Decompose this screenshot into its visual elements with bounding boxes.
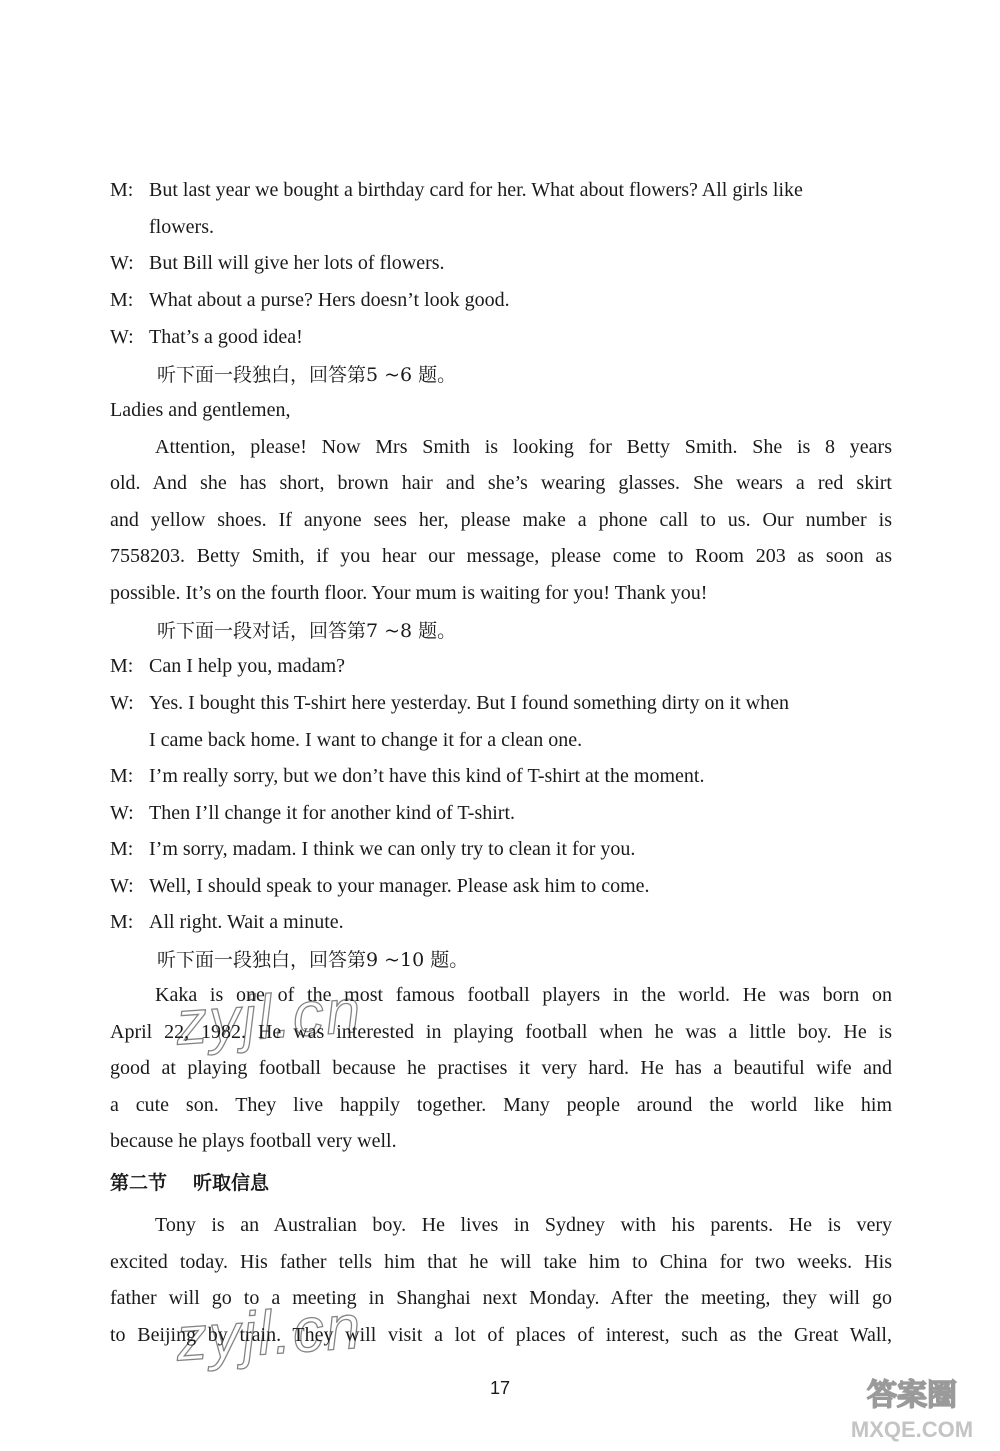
listening-instruction: 听下面一段独白，回答第9 ~10 题。 xyxy=(157,949,469,971)
line-text: That’s a good idea! xyxy=(149,326,303,348)
speaker-label: M: xyxy=(110,765,134,787)
line-text: But Bill will give her lots of flowers. xyxy=(149,252,445,274)
monologue-line: 7558203. Betty Smith, if you hear our message, please come to Room 203 as soon as xyxy=(110,545,892,567)
speaker-label: M: xyxy=(110,838,134,860)
line-text: Well, I should speak to your manager. Please ask him to come. xyxy=(149,875,650,897)
page-number: 17 xyxy=(489,1378,511,1398)
line-text: Yes. I bought this T-shirt here yesterday. But I found something dirty on it when xyxy=(149,692,789,714)
line-text: Can I help you, madam? xyxy=(149,655,346,677)
speaker-label: W: xyxy=(110,692,134,714)
dialogue-line xyxy=(110,873,892,899)
section-heading xyxy=(110,1170,892,1196)
monologue-line: old. And she has short, brown hair and she’s wearing glasses. She wears a red skirt xyxy=(110,472,892,494)
monologue-line: possible. It’s on the fourth floor. Your mum is waiting for you! Thank you! xyxy=(110,582,708,604)
dialogue-line xyxy=(110,836,892,862)
speaker-label: M: xyxy=(110,289,134,311)
monologue-line: April 22, 1982. He was interested in playing football when he was a little boy. He is xyxy=(110,1021,892,1043)
dialogue-line xyxy=(110,909,892,935)
section-title: 听取信息 xyxy=(193,1172,270,1194)
monologue-line: a cute son. They live happily together. Many people around the world like him xyxy=(110,1094,892,1116)
dialogue-line xyxy=(110,177,892,203)
dialogue-line xyxy=(110,653,892,679)
monologue-line: and yellow shoes. If anyone sees her, please make a phone call to us. Our number is xyxy=(110,509,892,531)
monologue-line: Attention, please! Now Mrs Smith is looking for Betty Smith. She is 8 years xyxy=(155,436,892,458)
line-text: I’m sorry, madam. I think we can only try to clean it for you. xyxy=(149,838,636,860)
corner-logo-line2: MXQE.COM xyxy=(850,1417,974,1442)
dialogue-continuation: I came back home. I want to change it for a clean one. xyxy=(149,729,583,751)
speaker-label: M: xyxy=(110,911,134,933)
passage-line: father will go to a meeting in Shanghai next Monday. After the meeting, they will go xyxy=(110,1287,892,1309)
dialogue-line xyxy=(110,324,892,350)
monologue-greeting: Ladies and gentlemen, xyxy=(110,399,291,421)
line-text: Then I’ll change it for another kind of T-shirt. xyxy=(149,802,516,824)
dialogue-line xyxy=(110,250,892,276)
dialogue-continuation: flowers. xyxy=(149,216,214,238)
speaker-label: W: xyxy=(110,252,134,274)
speaker-label: W: xyxy=(110,875,134,897)
speaker-label: W: xyxy=(110,802,134,824)
line-text: What about a purse? Hers doesn’t look good. xyxy=(149,289,510,311)
listening-instruction: 听下面一段独白，回答第5 ~6 题。 xyxy=(157,364,457,386)
dialogue-line xyxy=(110,690,892,716)
dialogue-line xyxy=(110,763,892,789)
passage-line: to Beijing by train. They will visit a lot of places of interest, such as the Great Wall, xyxy=(110,1324,892,1346)
passage-line: Tony is an Australian boy. He lives in Sydney with his parents. He is very xyxy=(155,1214,892,1236)
speaker-label: M: xyxy=(110,655,134,677)
dialogue-line xyxy=(110,800,892,826)
corner-logo-watermark xyxy=(832,1365,992,1445)
monologue-line: because he plays football very well. xyxy=(110,1130,397,1152)
watermark: zyjl.cn xyxy=(173,976,365,1059)
monologue-line: Kaka is one of the most famous football players in the world. He was born on xyxy=(155,984,892,1006)
speaker-label: W: xyxy=(110,326,134,348)
line-text: All right. Wait a minute. xyxy=(149,911,344,933)
line-text: I’m really sorry, but we don’t have this kind of T-shirt at the moment. xyxy=(149,765,705,787)
corner-logo-line1: 答案圈 xyxy=(867,1378,957,1413)
line-text: But last year we bought a birthday card for her. What about flowers? All girls like xyxy=(149,179,803,201)
dialogue-line xyxy=(110,287,892,313)
listening-instruction: 听下面一段对话，回答第7 ~8 题。 xyxy=(157,620,457,642)
watermark: zyjl.cn xyxy=(173,1292,365,1375)
section-number: 第二节 xyxy=(110,1172,168,1194)
speaker-label: M: xyxy=(110,179,134,201)
passage-line: excited today. His father tells him that he will take him to China for two weeks. His xyxy=(110,1251,892,1273)
monologue-line: good at playing football because he practises it very hard. He has a beautiful wife and xyxy=(110,1057,892,1079)
